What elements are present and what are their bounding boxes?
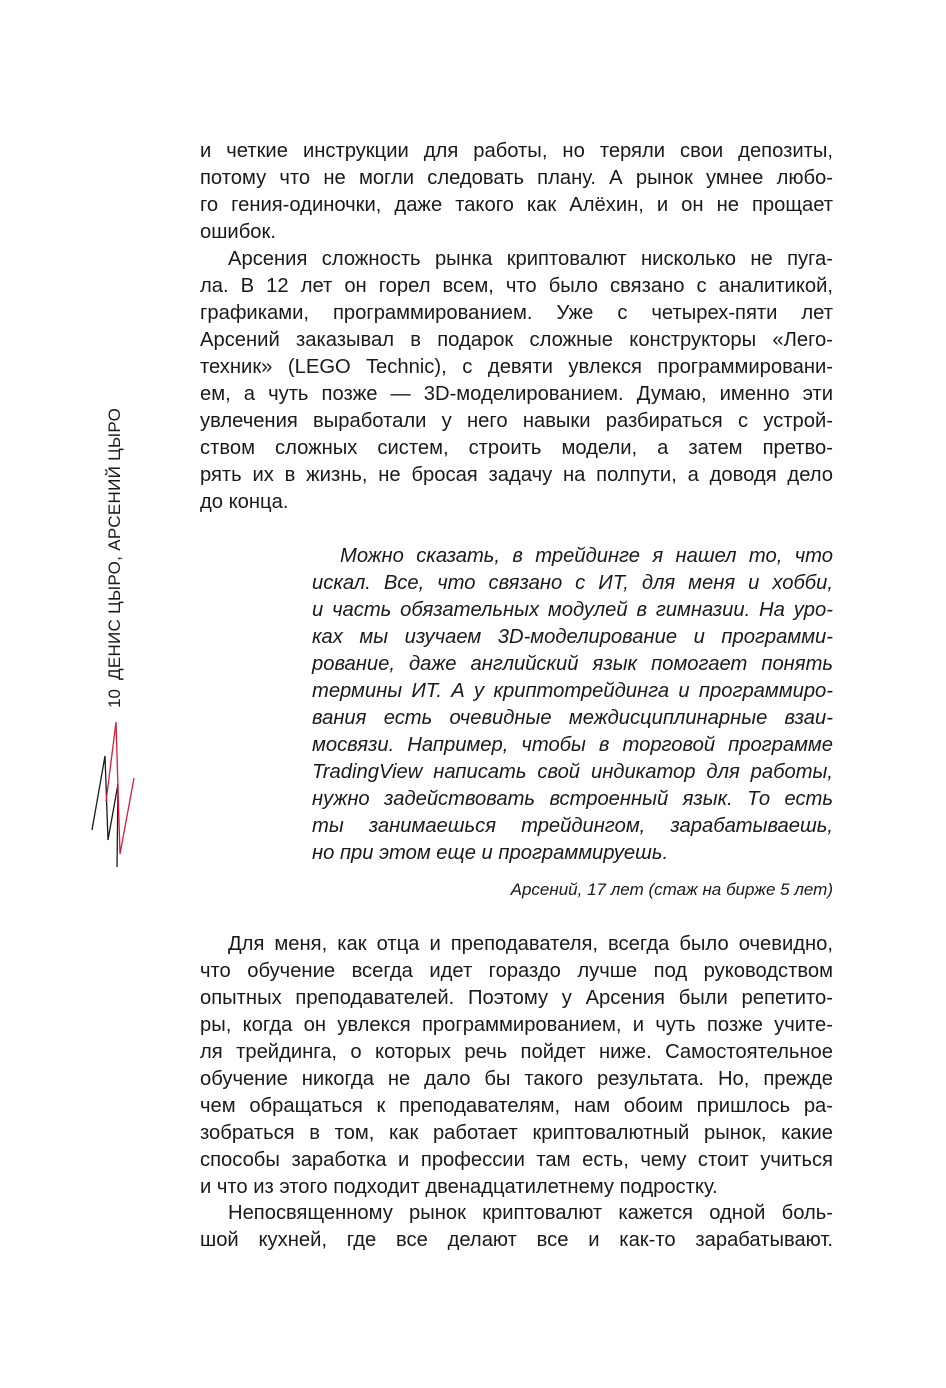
page-number [100,686,130,710]
chart-zigzag-logo-icon [88,718,138,873]
quote-line: и часть обязательных модулей в гимназии. На уро- [312,599,833,621]
paragraph-line: ла. В 12 лет он горел всем, что было связано с аналитикой, [200,275,833,297]
paragraph-line: что обучение всегда идет гораздо лучше под руководством [200,960,833,982]
paragraph-line: Арсений заказывал в подарок сложные конструкторы «Лего- [200,329,833,351]
paragraph-line: и четкие инструкции для работы, но теряли свои депозиты, [200,140,833,162]
paragraph-3 [200,931,833,1201]
quote-line: мосвязи. Например, чтобы в торговой программе [312,734,833,756]
paragraph-line: ошибок. [200,221,276,243]
quote-line: нужно задействовать встроенный язык. То есть [312,788,833,810]
paragraph-line: Для меня, как отца и преподавателя, всегда было очевидно, [228,933,833,955]
paragraph-line: ля трейдинга, о которых речь пойдет ниже. Самостоятельное [200,1041,833,1063]
paragraph-line: ством сложных систем, строить модели, а затем претво- [200,437,833,459]
paragraph-line: рять их в жизнь, не бросая задачу на полпути, а доводя дело [200,464,833,486]
quote-line: Можно сказать, в трейдинге я нашел то, что [340,545,833,567]
paragraph-line: ры, когда он увлекся программированием, и чуть позже учите- [200,1014,833,1036]
paragraph-line: чем обращаться к преподавателям, нам обоим пришлось ра- [200,1095,833,1117]
quote-line: TradingView написать свой индикатор для работы, [312,761,833,783]
pull-quote [312,543,833,867]
paragraph-line: до конца. [200,491,289,513]
quote-line: искал. Все, что связано с ИТ, для меня и хобби, [312,572,833,594]
paragraph-line: зобраться в том, как работает криптовалютный рынок, какие [200,1122,833,1144]
paragraph-line: Арсения сложность рынка криптовалют нисколько не пуга- [228,248,833,270]
quote-attribution: Арсений, 17 лет (стаж на бирже 5 лет) [510,880,833,899]
paragraph-line: Непосвященному рынок криптовалют кажется одной боль- [228,1202,833,1224]
quote-line: но при этом еще и программируешь. [312,842,669,864]
paragraph-line: обучение никогда не дало бы такого результата. Но, прежде [200,1068,833,1090]
paragraph-line: и что из этого подходит двенадцатилетнему подростку. [200,1176,718,1198]
paragraph-line: способы заработка и профессии там есть, чему стоит учиться [200,1149,833,1171]
paragraph-line: ем, а чуть позже — 3D-моделированием. Думаю, именно эти [200,383,833,405]
quote-line: ты занимаешься трейдингом, зарабатываешь, [312,815,833,837]
paragraph-2 [200,246,833,516]
paragraph-line: техник» (LEGO Technic), с девяти увлекся программировани- [200,356,833,378]
quote-line: термины ИТ. А у криптотрейдинга и программиро- [312,680,833,702]
running-head [100,378,130,708]
quote-line: ках мы изучаем 3D-моделирование и программи- [312,626,833,648]
paragraph-line: опытных преподавателей. Поэтому у Арсения были репетито- [200,987,833,1009]
paragraph-line: шой кухней, где все делают все и как-то зарабатывают. [200,1229,833,1251]
running-head-authors: ДЕНИС ЦЫРО, АРСЕНИЙ ЦЫРО [105,407,124,680]
quote-line: рование, даже английский язык помогает понять [312,653,833,675]
paragraph-line: увлечения выработали у него навыки разбираться с устрой- [200,410,833,432]
paragraph-line: графиками, программированием. Уже с четырех-пяти лет [200,302,833,324]
quote-line: вания есть очевидные междисциплинарные взаи- [312,707,833,729]
paragraph-1 [200,138,833,246]
paragraph-line: потому что не могли следовать плану. А рынок умнее любо- [200,167,833,189]
paragraph-4 [200,1200,833,1254]
paragraph-line: го гения-одиночки, даже такого как Алёхин, и он не прощает [200,194,833,216]
page-number-text: 10 [105,689,124,708]
